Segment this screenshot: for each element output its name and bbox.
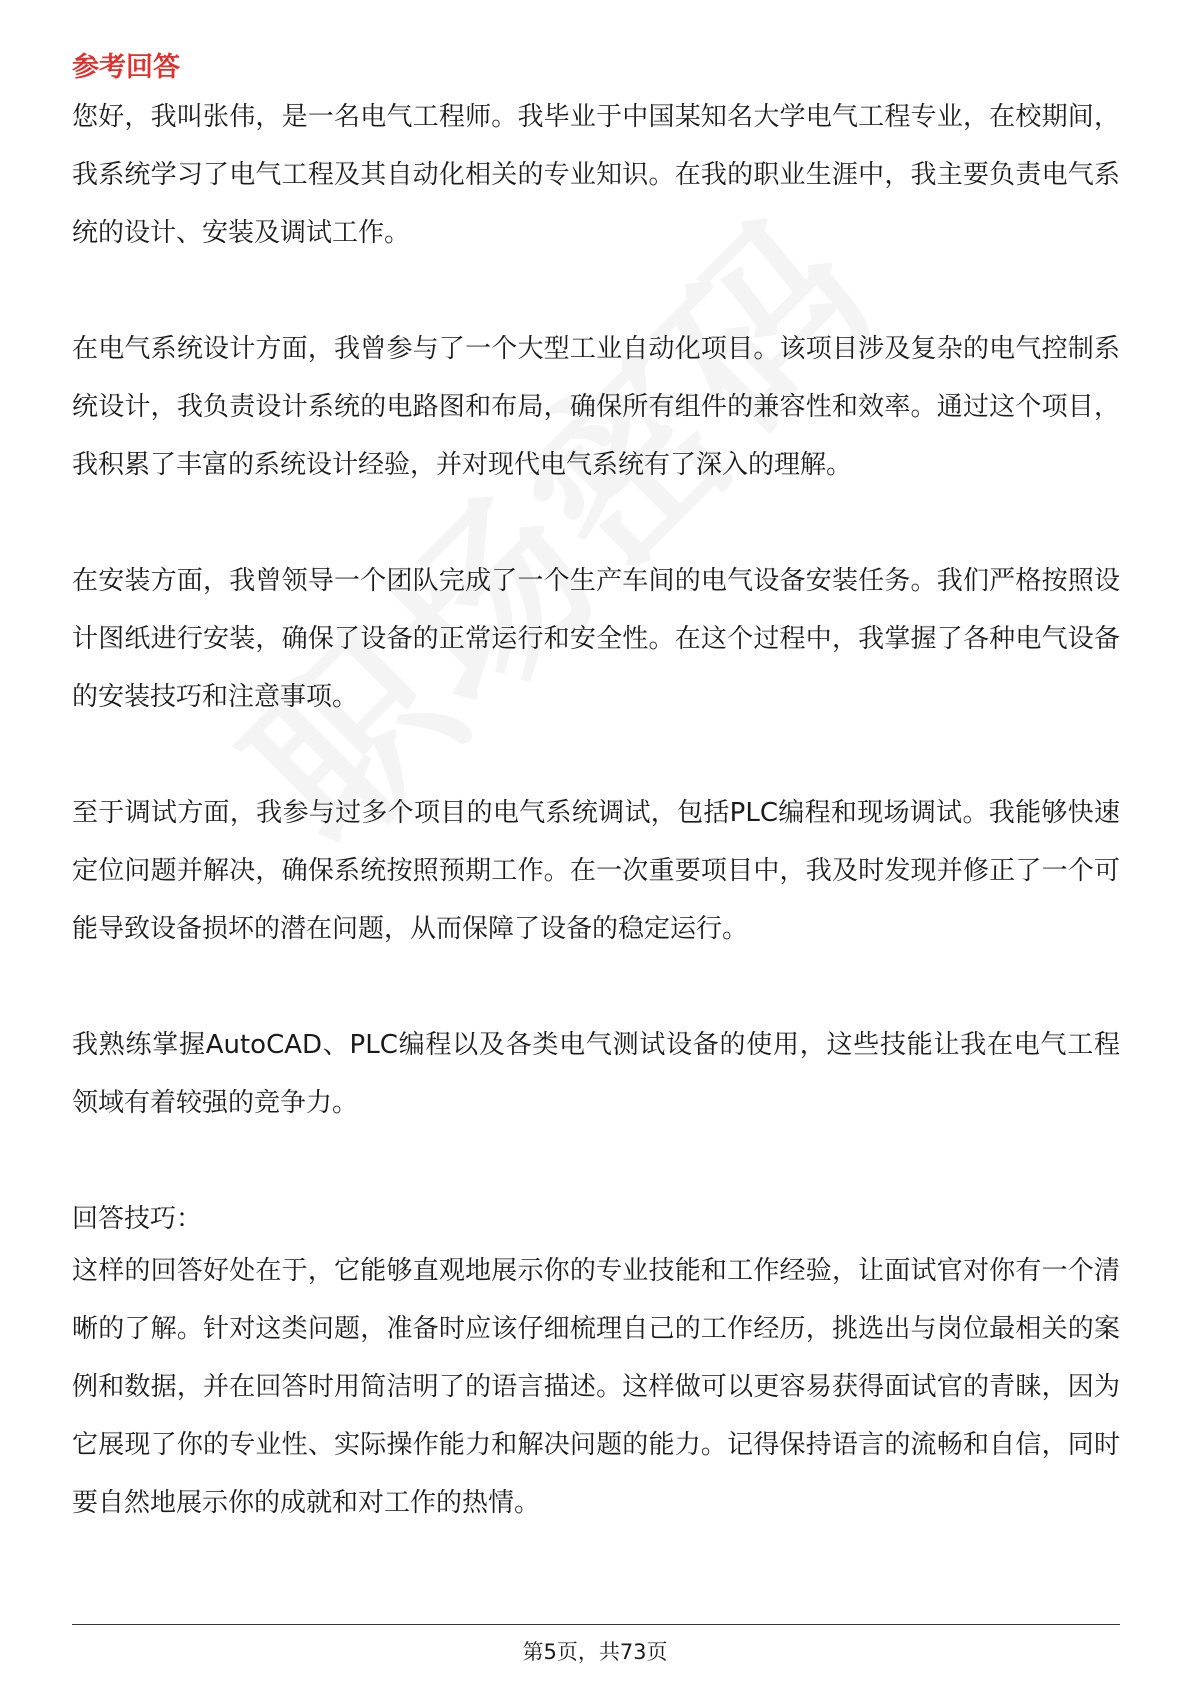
page-number: 第5页，共73页: [522, 1640, 668, 1664]
answer-paragraph-design: 在电气系统设计方面，我曾参与了一个大型工业自动化项目。该项目涉及复杂的电气控制系统设计，我负责设计系统的电路图和布局，确保所有组件的兼容性和效率。通过这个项目，我积累了丰富的系统设计经验，并对现代电气系统有了深入的理解。: [72, 334, 1120, 480]
answer-paragraph-intro: 您好，我叫张伟，是一名电气工程师。我毕业于中国某知名大学电气工程专业，在校期间，我系统学习了电气工程及其自动化相关的专业知识。在我的职业生涯中，我主要负责电气系统的设计、安装及调试工作。: [72, 102, 1120, 248]
answer-paragraph-debugging: 至于调试方面，我参与过多个项目的电气系统调试，包括PLC编程和现场调试。我能够快速定位问题并解决，确保系统按照预期工作。在一次重要项目中，我及时发现并修正了一个可能导致设备损坏的潜在问题，从而保障了设备的稳定运行。: [72, 798, 1120, 944]
footer-divider: [72, 1624, 1120, 1625]
paragraph-gap: [72, 958, 1120, 1016]
document-body: [72, 48, 1120, 1532]
tips-label: 回答技巧：: [72, 1204, 203, 1234]
answer-paragraph-skills: 我熟练掌握AutoCAD、PLC编程以及各类电气测试设备的使用，这些技能让我在电气工程领域有着较强的竞争力。: [72, 1030, 1120, 1118]
answer-paragraph-installation: 在安装方面，我曾领导一个团队完成了一个生产车间的电气设备安装任务。我们严格按照设计图纸进行安装，确保了设备的正常运行和安全性。在这个过程中，我掌握了各种电气设备的安装技巧和注意事项。: [72, 566, 1120, 712]
paragraph-gap: [72, 262, 1120, 320]
tips-paragraph: 这样的回答好处在于，它能够直观地展示你的专业技能和工作经验，让面试官对你有一个清晰的了解。针对这类问题，准备时应该仔细梳理自己的工作经历，挑选出与岗位最相关的案例和数据，并在回答时用简洁明了的语言描述。这样做可以更容易获得面试官的青睐，因为它展现了你的专业性、实际操作能力和解决问题的能力。记得保持语言的流畅和自信，同时要自然地展示你的成就和对工作的热情。: [72, 1256, 1120, 1518]
paragraph-gap: [72, 494, 1120, 552]
paragraph-gap: [72, 726, 1120, 784]
section-heading: 参考回答: [72, 52, 180, 83]
paragraph-gap: [72, 1132, 1120, 1190]
